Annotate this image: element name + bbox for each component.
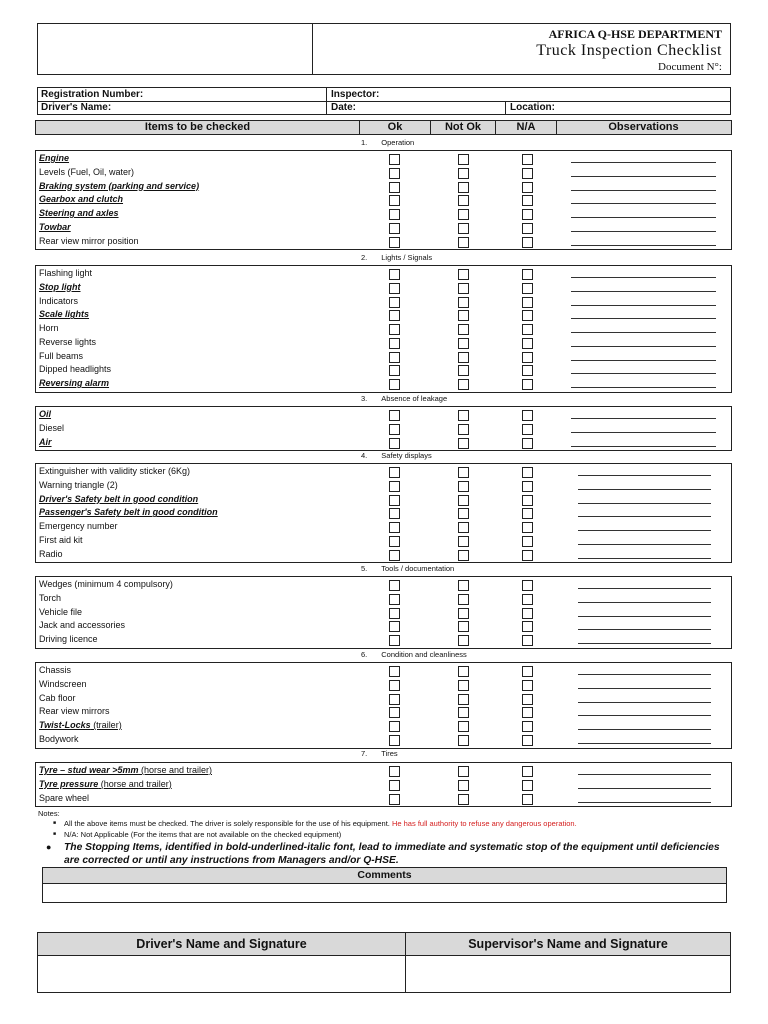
check-item-label: Vehicle file	[39, 606, 83, 617]
section-name: Lights / Signals	[381, 253, 433, 262]
not-ok-checkbox[interactable]	[458, 154, 469, 165]
column-ok: Ok	[387, 121, 403, 133]
supervisor-signature-label: Supervisor's Name and Signature	[406, 933, 730, 956]
na-checkbox[interactable]	[522, 621, 533, 632]
section-number: 7.	[361, 749, 368, 758]
check-item-label: Driving licence	[39, 634, 98, 644]
na-checkbox[interactable]	[522, 168, 533, 179]
stopping-item-label: Braking system (parking and service)	[39, 180, 200, 191]
ok-checkbox[interactable]	[389, 536, 400, 547]
supervisor-signature-field[interactable]	[406, 956, 730, 992]
ok-checkbox[interactable]	[389, 324, 400, 335]
check-item-label: Spare wheel	[39, 792, 90, 803]
not-ok-checkbox[interactable]	[458, 379, 469, 390]
ok-checkbox[interactable]	[389, 495, 400, 506]
not-ok-checkbox[interactable]	[458, 495, 469, 506]
na-checkbox[interactable]	[522, 182, 533, 193]
stopping-item-label: Engine	[39, 153, 70, 163]
ok-checkbox[interactable]	[389, 223, 400, 234]
not-ok-checkbox[interactable]	[458, 168, 469, 179]
na-checkbox[interactable]	[522, 195, 533, 206]
observation-field[interactable]	[578, 674, 711, 675]
check-item-label: Full beams	[39, 350, 84, 361]
ok-checkbox[interactable]	[389, 794, 400, 805]
observation-field[interactable]	[578, 715, 711, 716]
check-item-label: Bodywork	[39, 733, 79, 744]
section-box	[35, 150, 732, 250]
observation-field[interactable]	[571, 418, 716, 419]
observation-field[interactable]	[578, 588, 711, 589]
not-ok-checkbox[interactable]	[458, 680, 469, 691]
ok-checkbox[interactable]	[389, 269, 400, 280]
not-ok-checkbox[interactable]	[458, 536, 469, 547]
inspection-info-table	[37, 87, 731, 115]
na-checkbox[interactable]	[522, 365, 533, 376]
observation-field[interactable]	[578, 530, 711, 531]
stopping-item-label: Scale lights	[39, 309, 90, 320]
observation-field[interactable]	[578, 602, 711, 603]
observation-field[interactable]	[571, 291, 716, 292]
column-items: Items to be checked	[144, 121, 251, 133]
document-title: Truck Inspection Checklist	[536, 42, 722, 59]
date-field[interactable]: Date:	[331, 102, 357, 113]
check-item-label: Extinguisher with validity sticker (6Kg)	[39, 466, 191, 476]
note-stopping-items: The Stopping Items, identified in bold-underlined-italic font, lead to immediate and systematic stop of the equipment until deficiencies are corrected or until any instructions from Managers and/or Q-HSE.	[64, 842, 720, 866]
check-item-label: Warning triangle (2)	[39, 479, 118, 490]
ok-checkbox[interactable]	[389, 182, 400, 193]
na-checkbox[interactable]	[522, 580, 533, 591]
na-checkbox[interactable]	[522, 338, 533, 349]
driver-signature-label: Driver's Name and Signature	[38, 933, 405, 956]
not-ok-checkbox[interactable]	[458, 707, 469, 718]
not-ok-checkbox[interactable]	[458, 297, 469, 308]
check-item-label: Horn	[39, 323, 59, 333]
na-checkbox[interactable]	[522, 481, 533, 492]
section-number: 2.	[361, 253, 368, 262]
observation-field[interactable]	[578, 544, 711, 545]
na-checkbox[interactable]	[522, 154, 533, 165]
logo-placeholder	[38, 24, 313, 74]
section-name: Safety displays	[381, 451, 432, 460]
section-number: 4.	[361, 451, 368, 460]
not-ok-checkbox[interactable]	[458, 794, 469, 805]
not-ok-checkbox[interactable]	[458, 580, 469, 591]
check-item-label: Diesel	[39, 422, 65, 433]
na-checkbox[interactable]	[522, 794, 533, 805]
check-item-label: Rear view mirror position	[39, 235, 139, 246]
ok-checkbox[interactable]	[389, 365, 400, 376]
note-refuse-warning: He has full authority to refuse any dangerous operation.	[391, 819, 577, 828]
na-checkbox[interactable]	[522, 283, 533, 294]
section-number: 5.	[361, 564, 368, 573]
location-field[interactable]: Location:	[510, 102, 555, 113]
observation-field[interactable]	[578, 475, 711, 476]
na-checkbox[interactable]	[522, 424, 533, 435]
driver-signature-field[interactable]	[38, 956, 405, 992]
na-checkbox[interactable]	[522, 237, 533, 248]
note-responsibility: All the above items must be checked. The driver is solely responsible for the use of his equipment. He has full authority to refuse any dangerous operation.	[64, 819, 577, 828]
ok-checkbox[interactable]	[389, 635, 400, 646]
na-checkbox[interactable]	[522, 495, 533, 506]
not-ok-checkbox[interactable]	[458, 283, 469, 294]
na-checkbox[interactable]	[522, 269, 533, 280]
ok-checkbox[interactable]	[389, 666, 400, 677]
not-ok-checkbox[interactable]	[458, 310, 469, 321]
na-checkbox[interactable]	[522, 297, 533, 308]
inspector-field[interactable]: Inspector:	[331, 89, 380, 100]
not-ok-checkbox[interactable]	[458, 608, 469, 619]
signature-table	[37, 932, 731, 993]
ok-checkbox[interactable]	[389, 522, 400, 533]
not-ok-checkbox[interactable]	[458, 223, 469, 234]
na-checkbox[interactable]	[522, 666, 533, 677]
observation-field[interactable]	[578, 802, 711, 803]
column-na: N/A	[516, 121, 536, 133]
na-checkbox[interactable]	[522, 324, 533, 335]
not-ok-checkbox[interactable]	[458, 780, 469, 791]
observation-field[interactable]	[578, 743, 711, 744]
ok-checkbox[interactable]	[389, 508, 400, 519]
ok-checkbox[interactable]	[389, 195, 400, 206]
section-box	[35, 662, 732, 749]
observation-field[interactable]	[571, 332, 716, 333]
ok-checkbox[interactable]	[389, 352, 400, 363]
stopping-item-label: Steering and axles	[39, 208, 119, 218]
department-name: AFRICA Q-HSE DEPARTMENT	[548, 27, 722, 41]
not-ok-checkbox[interactable]	[458, 424, 469, 435]
check-item-label: Jack and accessories	[39, 620, 126, 631]
check-item-label: First aid kit	[39, 534, 83, 545]
observation-field[interactable]	[571, 277, 716, 278]
observation-field[interactable]	[578, 688, 711, 689]
section-name: Operation	[381, 138, 415, 147]
notes-label: Notes:	[38, 809, 60, 818]
stopping-item-label: Passenger's Safety belt in good condition	[39, 507, 218, 518]
check-item-label: Rear view mirrors	[39, 706, 110, 717]
ok-checkbox[interactable]	[389, 237, 400, 248]
na-checkbox[interactable]	[522, 694, 533, 705]
section-number: 1.	[361, 138, 368, 147]
ok-checkbox[interactable]	[389, 154, 400, 165]
stopping-item-label: Towbar	[39, 221, 71, 232]
na-checkbox[interactable]	[522, 310, 533, 321]
column-observations: Observations	[608, 121, 679, 133]
observation-field[interactable]	[578, 503, 711, 504]
ok-checkbox[interactable]	[389, 721, 400, 732]
not-ok-checkbox[interactable]	[458, 352, 469, 363]
na-checkbox[interactable]	[522, 352, 533, 363]
na-checkbox[interactable]	[522, 635, 533, 646]
registration-number-field[interactable]: Registration Number:	[41, 89, 144, 100]
observation-field[interactable]	[571, 432, 716, 433]
stopping-item-label: Stop light	[39, 281, 81, 292]
ok-checkbox[interactable]	[389, 424, 400, 435]
na-checkbox[interactable]	[522, 223, 533, 234]
ok-checkbox[interactable]	[389, 338, 400, 349]
comments-label: Comments	[43, 868, 726, 884]
not-ok-checkbox[interactable]	[458, 209, 469, 220]
section-name: Tools / documentation	[381, 564, 455, 573]
ok-checkbox[interactable]	[389, 379, 400, 390]
na-checkbox[interactable]	[522, 438, 533, 449]
ok-checkbox[interactable]	[389, 694, 400, 705]
not-ok-checkbox[interactable]	[458, 269, 469, 280]
na-checkbox[interactable]	[522, 522, 533, 533]
observation-field[interactable]	[578, 729, 711, 730]
stopping-item-label: Reversing alarm	[39, 378, 110, 388]
na-checkbox[interactable]	[522, 467, 533, 478]
ok-checkbox[interactable]	[389, 608, 400, 619]
check-item-label: Indicators	[39, 295, 79, 306]
observation-field[interactable]	[571, 162, 716, 163]
check-item-label: Wedges (minimum 4 compulsory)	[39, 579, 173, 589]
check-item-label: Cab floor	[39, 692, 76, 703]
note-na-definition: N/A: Not Applicable (For the items that are not available on the checked equipment)	[64, 830, 342, 839]
column-not-ok: Not Ok	[444, 121, 482, 133]
observation-field[interactable]	[578, 616, 711, 617]
checklist-column-header	[35, 120, 732, 135]
ok-checkbox[interactable]	[389, 467, 400, 478]
section-name: Condition and cleanliness	[381, 650, 467, 659]
na-checkbox[interactable]	[522, 735, 533, 746]
bullet-icon: ●	[46, 842, 52, 852]
not-ok-checkbox[interactable]	[458, 666, 469, 677]
not-ok-checkbox[interactable]	[458, 467, 469, 478]
ok-checkbox[interactable]	[389, 550, 400, 561]
document-number-label: Document N°:	[658, 61, 722, 73]
ok-checkbox[interactable]	[389, 209, 400, 220]
not-ok-checkbox[interactable]	[458, 182, 469, 193]
section-title	[361, 564, 454, 573]
ok-checkbox[interactable]	[389, 680, 400, 691]
not-ok-checkbox[interactable]	[458, 694, 469, 705]
observation-field[interactable]	[571, 245, 716, 246]
na-checkbox[interactable]	[522, 550, 533, 561]
ok-checkbox[interactable]	[389, 283, 400, 294]
not-ok-checkbox[interactable]	[458, 438, 469, 449]
section-title	[361, 394, 447, 403]
comments-box[interactable]	[42, 867, 727, 903]
section-title	[361, 451, 432, 460]
observation-field[interactable]	[578, 788, 711, 789]
observation-field[interactable]	[571, 446, 716, 447]
not-ok-checkbox[interactable]	[458, 594, 469, 605]
na-checkbox[interactable]	[522, 209, 533, 220]
not-ok-checkbox[interactable]	[458, 635, 469, 646]
stopping-item-label: Twist-Locks (trailer)	[39, 720, 122, 730]
observation-field[interactable]	[571, 360, 716, 361]
not-ok-checkbox[interactable]	[458, 550, 469, 561]
not-ok-checkbox[interactable]	[458, 721, 469, 732]
not-ok-checkbox[interactable]	[458, 365, 469, 376]
observation-field[interactable]	[578, 558, 711, 559]
observation-field[interactable]	[571, 346, 716, 347]
not-ok-checkbox[interactable]	[458, 508, 469, 519]
ok-checkbox[interactable]	[389, 707, 400, 718]
bullet-icon: ■	[53, 831, 57, 837]
not-ok-checkbox[interactable]	[458, 766, 469, 777]
stopping-item-label: Tyre – stud wear >5mm (horse and trailer)	[39, 765, 212, 775]
check-item-label: Reverse lights	[39, 336, 97, 347]
document-header	[37, 23, 731, 75]
bullet-icon: ■	[53, 820, 57, 826]
na-checkbox[interactable]	[522, 780, 533, 791]
ok-checkbox[interactable]	[389, 410, 400, 421]
check-item-label: Levels (Fuel, Oil, water)	[39, 166, 135, 177]
check-item-label: Emergency number	[39, 521, 118, 531]
stopping-item-label: Gearbox and clutch	[39, 194, 124, 205]
stopping-item-label: Driver's Safety belt in good condition	[39, 493, 199, 504]
not-ok-checkbox[interactable]	[458, 621, 469, 632]
observation-field[interactable]	[578, 643, 711, 644]
not-ok-checkbox[interactable]	[458, 735, 469, 746]
observation-field[interactable]	[578, 489, 711, 490]
not-ok-checkbox[interactable]	[458, 195, 469, 206]
na-checkbox[interactable]	[522, 536, 533, 547]
observation-field[interactable]	[571, 176, 716, 177]
observation-field[interactable]	[578, 702, 711, 703]
driver-name-field[interactable]: Driver's Name:	[41, 102, 112, 113]
ok-checkbox[interactable]	[389, 481, 400, 492]
observation-field[interactable]	[571, 217, 716, 218]
section-number: 6.	[361, 650, 368, 659]
check-item-label: Dipped headlights	[39, 364, 112, 375]
section-title	[361, 749, 398, 758]
observation-field[interactable]	[571, 203, 716, 204]
ok-checkbox[interactable]	[389, 310, 400, 321]
observation-field[interactable]	[571, 373, 716, 374]
na-checkbox[interactable]	[522, 379, 533, 390]
ok-checkbox[interactable]	[389, 438, 400, 449]
observation-field[interactable]	[578, 516, 711, 517]
check-item-label: Flashing light	[39, 268, 93, 278]
ok-checkbox[interactable]	[389, 297, 400, 308]
not-ok-checkbox[interactable]	[458, 324, 469, 335]
check-item-label: Radio	[39, 548, 63, 559]
check-item-label: Chassis	[39, 665, 72, 675]
ok-checkbox[interactable]	[389, 168, 400, 179]
na-checkbox[interactable]	[522, 594, 533, 605]
section-title	[361, 253, 432, 262]
section-name: Tires	[381, 749, 398, 758]
na-checkbox[interactable]	[522, 508, 533, 519]
na-checkbox[interactable]	[522, 410, 533, 421]
not-ok-checkbox[interactable]	[458, 481, 469, 492]
observation-field[interactable]	[571, 305, 716, 306]
not-ok-checkbox[interactable]	[458, 410, 469, 421]
observation-field[interactable]	[578, 774, 711, 775]
na-checkbox[interactable]	[522, 721, 533, 732]
section-number: 3.	[361, 394, 368, 403]
ok-checkbox[interactable]	[389, 580, 400, 591]
check-item-label: Torch	[39, 592, 62, 603]
section-box	[35, 406, 732, 451]
not-ok-checkbox[interactable]	[458, 522, 469, 533]
ok-checkbox[interactable]	[389, 766, 400, 777]
stopping-item-label: Tyre pressure (horse and trailer)	[39, 778, 172, 789]
not-ok-checkbox[interactable]	[458, 338, 469, 349]
observation-field[interactable]	[571, 387, 716, 388]
section-name: Absence of leakage	[381, 394, 448, 403]
na-checkbox[interactable]	[522, 766, 533, 777]
observation-field[interactable]	[571, 190, 716, 191]
not-ok-checkbox[interactable]	[458, 237, 469, 248]
ok-checkbox[interactable]	[389, 780, 400, 791]
ok-checkbox[interactable]	[389, 621, 400, 632]
observation-field[interactable]	[571, 318, 716, 319]
section-title	[361, 650, 467, 659]
observation-field[interactable]	[571, 231, 716, 232]
stopping-item-label: Air	[39, 436, 52, 447]
stopping-item-label: Oil	[39, 409, 52, 419]
ok-checkbox[interactable]	[389, 735, 400, 746]
section-title	[361, 138, 414, 147]
observation-field[interactable]	[578, 629, 711, 630]
ok-checkbox[interactable]	[389, 594, 400, 605]
na-checkbox[interactable]	[522, 608, 533, 619]
na-checkbox[interactable]	[522, 707, 533, 718]
na-checkbox[interactable]	[522, 680, 533, 691]
check-item-label: Windscreen	[39, 678, 87, 689]
